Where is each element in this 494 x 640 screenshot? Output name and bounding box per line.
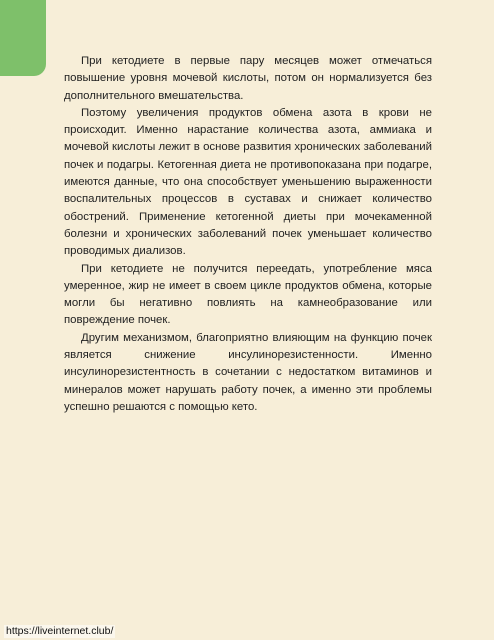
green-corner-tab xyxy=(0,0,46,76)
paragraph-3: При кетодиете не получится переедать, употребление мяса умеренное, жир не имеет в своем цикле продуктов обмена, которые могли бы негативно повлиять на камнеобразование или повреждение почек. xyxy=(64,262,432,327)
source-link[interactable]: https://liveinternet.club/ xyxy=(6,625,114,637)
paragraph-1: При кетодиете в первые пару месяцев может отмечаться повышение уровня мочевой кислоты, потом он нормализуется без дополнительного вмешательства. xyxy=(64,55,432,102)
page-body xyxy=(64,53,432,416)
paragraph-4: Другим механизмом, благоприятно влияющим на функцию почек является снижение инсулинорезистенности. Именно инсулинорезистентность в сочетании с недостатком витаминов и минералов может нарушать работу почек, а именно эти проблемы успешно решаются с помощью кето. xyxy=(64,331,432,413)
paragraph-2: Поэтому увеличения продуктов обмена азота в крови не происходит. Именно нарастание количества азота, аммиака и мочевой кислоты лежит в основе развития хронических заболеваний почек и подагры. Кетогенная диета не противопоказана при подагре, имеются данные, что она способствует уменьшению выраженности воспалительных процессов в суставах и снижает количество обострений. Применение кетогенной диеты при мочекаменной болезни и хронических заболеваний почек уменьшает количество проводимых диализов. xyxy=(64,106,432,258)
